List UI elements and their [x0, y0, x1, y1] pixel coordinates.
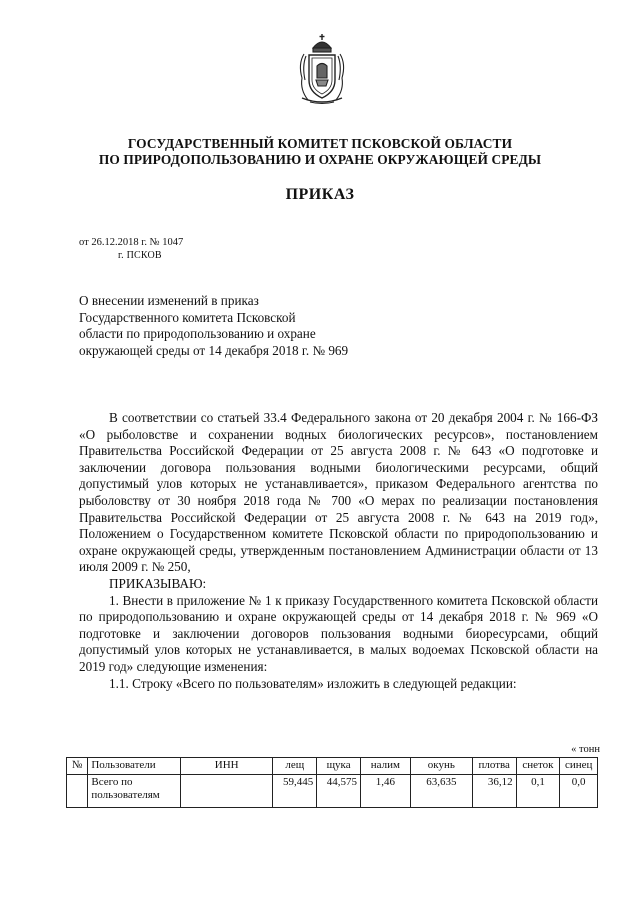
- header-cell-burbot: налим: [360, 758, 410, 775]
- table-unit-note: « тонн: [571, 744, 600, 755]
- cell-roach: 36,12: [472, 775, 516, 808]
- subject-line: О внесении изменений в приказ: [79, 293, 259, 308]
- cell-smelt: 0,1: [516, 775, 560, 808]
- subject-line: области по природопользованию и охране: [79, 326, 316, 341]
- header-cell-inn: ИНН: [180, 758, 273, 775]
- document-body: [79, 410, 598, 692]
- cell-users: [88, 775, 181, 808]
- header-line-1: ГОСУДАРСТВЕННЫЙ КОМИТЕТ ПСКОВСКОЙ ОБЛАСТИ: [127, 136, 513, 151]
- order-word: ПРИКАЗЫВАЮ:: [109, 575, 207, 591]
- document-city: г. ПСКОВ: [118, 250, 162, 261]
- header-line-2: ПО ПРИРОДОПОЛЬЗОВАНИЮ И ОХРАНЕ ОКРУЖАЮЩЕЙ СРЕДЫ: [98, 152, 542, 167]
- table-row: [67, 775, 598, 808]
- header-cell-bream: лещ: [273, 758, 317, 775]
- header-cell-number: №: [67, 758, 88, 775]
- cell-perch: 63,635: [410, 775, 472, 808]
- document-subject: [79, 293, 409, 359]
- coat-of-arms-emblem: [296, 34, 348, 106]
- cell-users-text: Всего по пользователям: [91, 776, 160, 801]
- cell-burbot: 1,46: [360, 775, 410, 808]
- cell-pike: 44,575: [317, 775, 361, 808]
- cell-number: [67, 775, 88, 808]
- cell-blue-bream: 0,0: [560, 775, 598, 808]
- item-1-1-paragraph: 1.1. Строку «Всего по пользователям» изложить в следующей редакции:: [109, 675, 517, 691]
- header-cell-blue-bream: синец: [560, 758, 598, 775]
- header-cell-smelt: снеток: [516, 758, 560, 775]
- header-cell-roach: плотва: [472, 758, 516, 775]
- catch-table: [66, 757, 598, 808]
- cell-inn: [180, 775, 273, 808]
- issuing-authority-header: [60, 136, 580, 168]
- cell-bream: 59,445: [273, 775, 317, 808]
- item-1-paragraph: 1. Внести в приложение № 1 к приказу Государственного комитета Псковской области по природопользованию и охране окружающей среды от 14 декабря 2018 г. № 969 «О подготовке и заключении договоров пользования водными биоресурсами, общий допустимый улов которых не устанавливается, в малых водоемах Псковской области на 2019 год» следующие изменения:: [79, 592, 598, 674]
- subject-line: окружающей среды от 14 декабря 2018 г. № 969: [79, 342, 349, 358]
- table-header-row: [67, 758, 598, 775]
- document-title: ПРИКАЗ: [285, 186, 355, 203]
- subject-line: Государственного комитета Псковской: [79, 309, 296, 325]
- preamble-paragraph: В соответствии со статьей 33.4 Федерального закона от 20 декабря 2004 г. № 166-ФЗ «О рыболовстве и сохранении водных биологических ресурсов», постановлением Правительства Российской Федерации от 25 августа 2008 г. № 643 «О подготовке и заключении договора пользования водными биологическими ресурсами, общий допустимый улов которых не устанавливается», приказом Федерального агентства по рыболовству от 30 ноября 2018 года № 700 «О мерах по реализации постановления Правительства Российской Федерации от 25 августа 2008 г. № 643 на 2019 год», Положением о Государственном комитете Псковской области по природопользованию и охране окружающей среды, утвержденным постановлением Администрации области от 13 июля 2009 г. № 250,: [79, 410, 598, 575]
- header-cell-users: Пользователи: [88, 758, 181, 775]
- document-date-number: от 26.12.2018 г. № 1047: [79, 237, 184, 248]
- header-cell-perch: окунь: [410, 758, 472, 775]
- header-cell-pike: щука: [317, 758, 361, 775]
